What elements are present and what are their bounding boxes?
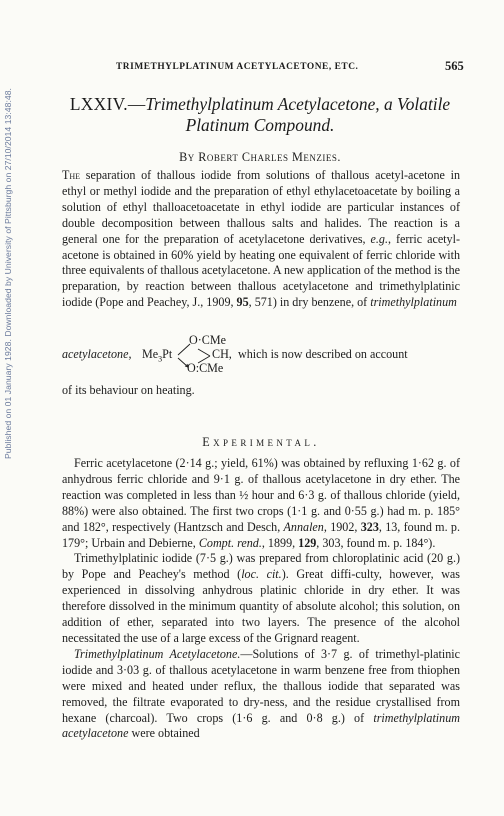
article-title-text: Trimethylplatinum Acetylacetone, a Volatile Platinum Compound. [145,94,451,135]
ferric-paragraph [62,456,460,551]
formula-trailing-text: which is now described on account [238,347,408,361]
intro-eg: e.g. [370,231,388,246]
section-heading-text: Experimental. [202,435,320,449]
experimental-body [62,456,460,742]
formula-compound-name: acetylacetone, [62,347,132,361]
formula-bottom-group: O:CMe [187,361,224,375]
author-name: By Robert Charles Menzies. [179,150,341,164]
ferric-text-b: , 1902, [323,519,361,534]
intro-text-2: , ferric acetyl-acetone is obtained in 60% yield by heating one equivalent of ferric chloride with three equivalents of thallous acetylacetone. A new application of the method is the preparation, by reaction between thallous acetylacetone and trimethylplatinic iodide (Pope and Peachey, J., 1909, [62,231,460,310]
ferric-text-c: , 13, found m. p. 179°; Urbain and Debierne, [62,519,461,550]
after-formula-text: of its behaviour on heating. [62,383,195,397]
platinic-text-b: ). Great diffi-culty, however, was experienced in dissolving anhydrous platinic chloride in dry ether. It was therefore dissolved in the minimum quantity of absolute alcohol; this solution, on addition of ether, separated into two layers. The presence of the alcohol necessitated the use of a large excess of the Grignard reagent. [62,567,461,645]
platinic-loc-cit: loc. cit. [241,567,282,582]
article-number: LXXIV. [69,94,128,114]
page-number: 565 [445,59,464,73]
download-watermark: Published on 01 January 1928. Downloaded by University of Pittsburgh on 27/10/2014 13:48:48. [3,88,13,460]
intro-paragraph [62,168,460,311]
section-heading [62,435,460,450]
tmp-text-b: were obtained [128,726,200,741]
running-head: TRIMETHYLPLATINUM ACETYLACETONE, ETC. [116,62,359,72]
author-line [58,150,462,165]
ferric-volume-2: 129 [298,535,317,550]
formula-ch: CH, [212,347,232,361]
intro-compound: trimethylplatinum [370,295,457,310]
ferric-journal-1: Annalen [283,519,324,534]
tmp-subheading: Trimethylplatinum Acetylacetone. [74,646,241,661]
tmp-paragraph [62,647,460,742]
after-formula-line [62,383,460,399]
structural-formula-line [62,333,460,377]
platinic-text-a: Trimethylplatinic iodide (7·5 g.) was prepared from chloroplatinic acid (20 g.) by Pope and Peachey's method ( [62,551,460,582]
ferric-text-d: , 1899, [261,535,299,550]
intro-text-3: , 571) in dry benzene, of [248,295,371,310]
intro-text: separation of thallous iodide from solutions of thallous acetyl-acetone in ethyl or methyl iodide and the preparation of ethyl ethylacetoacetate by boiling a solution of ethyl thalloacetoacetate in ethyl iodide are particular instances of double decomposition between thallous salts and halides. The reaction is a general one for the preparation of acetylacetone derivatives, [62,168,460,246]
ferric-volume-1: 323 [360,519,379,534]
intro-volume: 95 [236,295,249,310]
tmp-text-a: —Solutions of 3·7 g. of trimethyl-platinic iodide and 3·03 g. of thallous acetylacetone in warm benzene free from thiophen were mixed and heated under reflux, the thallous iodide that separated was removed, the filtrate evaporated to dry-ness, and the residue crystallised from hexane (charcoal). Two crops (1·6 g. and 0·8 g.) of [62,646,460,725]
article-title: LXXIV.—Trimethylplatinum Acetylacetone, a Volatile Platinum Compound. [69,94,451,135]
ferric-journal-2: Compt. rend. [198,535,262,550]
formula-top-group: O·CMe [189,333,226,347]
tmp-compound: trimethylplatinum acetylacetone [62,710,460,741]
intro-lead-word: The [62,168,81,182]
formula-me3pt: $Me_3Pt$ [142,347,173,364]
ferric-text-a: Ferric acetylacetone (2·14 g.; yield, 61%) was obtained by refluxing 1·62 g. of anhydrous ferric chloride and 9·1 g. of thallous acetylacetone in dry ether. The reaction was completed in less than ½ hour and 6·3 g. of thallous chloride (yield, 88%) were also obtained. The first two crops (1·1 g. and 0·55 g.) had m. p. 185° and 182°, respectively (Hantzsch and Desch, [62,456,460,534]
ferric-text-e: , 303, found m. p. 184°). [316,535,436,550]
platinic-paragraph [62,551,460,646]
formula-bonds [172,339,212,373]
